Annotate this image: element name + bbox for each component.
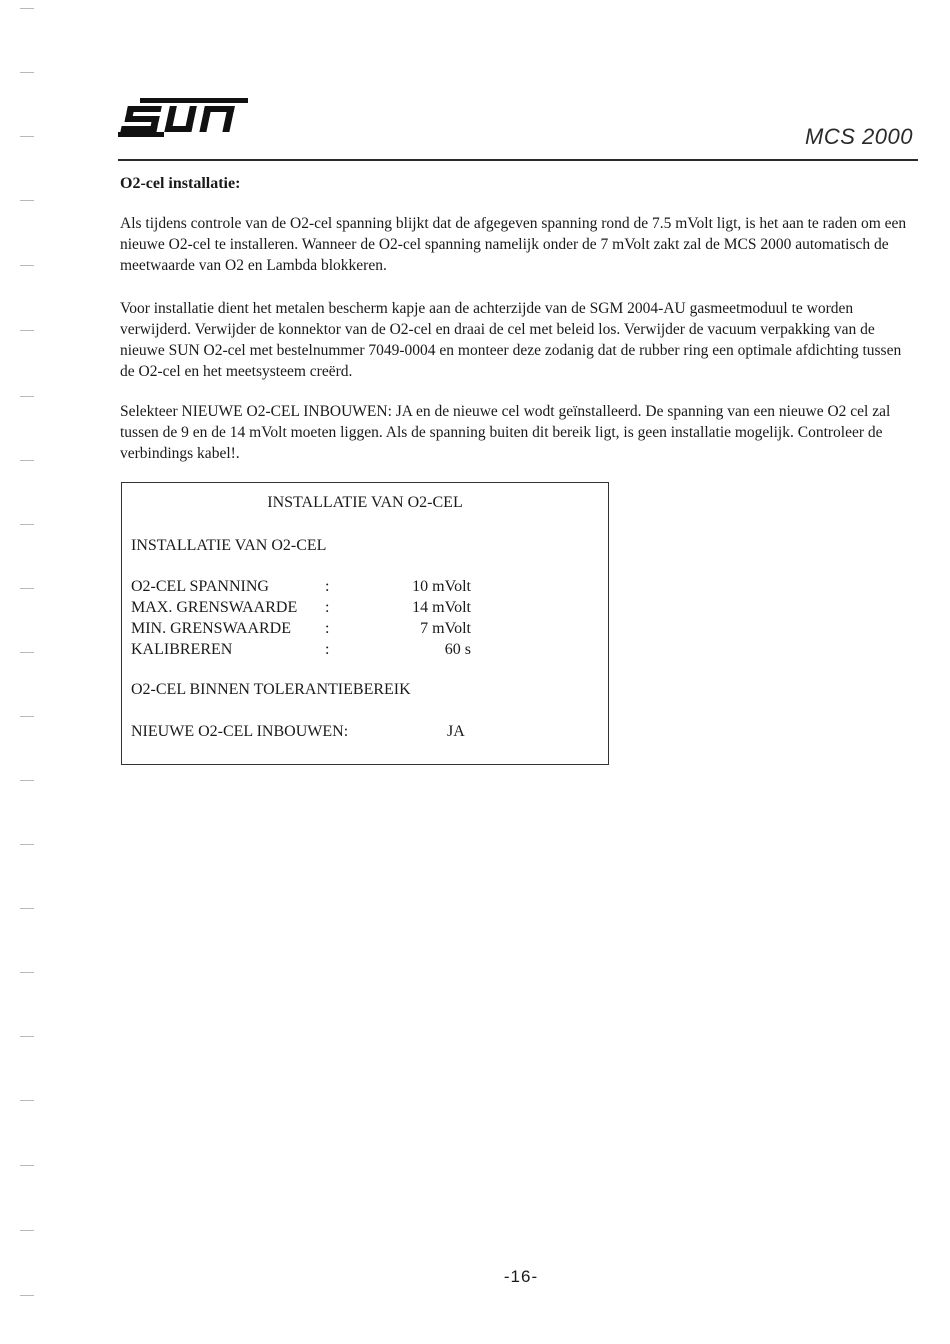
- screen-row: [131, 599, 601, 619]
- row-colon: :: [325, 578, 330, 595]
- row-label: MIN. GRENSWAARDE: [131, 620, 291, 637]
- row-value: 7 mVolt: [420, 620, 471, 637]
- row-value: 60 s: [444, 641, 471, 658]
- paragraph: Als tijdens controle van de O2-cel spanning blijkt dat de afgegeven spanning rond de 7.5 mVolt ligt, is het aan te raden om een nieuwe O2-cel te installeren. Wanneer de O2-cel spanning namelijk onder de 7 mVolt zakt zal de MCS 2000 automatisch de meetwaarde van O2 en Lambda blokkeren.: [120, 215, 907, 274]
- sun-logo-icon: [118, 96, 250, 138]
- header-divider: [118, 159, 918, 161]
- row-label: KALIBREREN: [131, 641, 233, 658]
- row-colon: :: [325, 599, 330, 616]
- screen-row: [131, 641, 601, 661]
- row-colon: :: [325, 620, 330, 637]
- screen-status: O2-CEL BINNEN TOLERANTIEBEREIK: [131, 681, 411, 698]
- screen-display-box: [121, 482, 609, 765]
- page-number: -16-: [503, 1267, 539, 1286]
- section-heading: O2-cel installatie:: [120, 175, 241, 192]
- row-value: 10 mVolt: [412, 578, 471, 595]
- row-value: 14 mVolt: [412, 599, 471, 616]
- binding-marks: [20, 0, 40, 1344]
- document-title: MCS 2000: [805, 124, 913, 149]
- row-colon: :: [325, 641, 330, 658]
- row-label: MAX. GRENSWAARDE: [131, 599, 298, 616]
- screen-title: INSTALLATIE VAN O2-CEL: [267, 494, 463, 511]
- paragraph: Voor installatie dient het metalen bescherm kapje aan de achterzijde van de SGM 2004-AU gasmeetmoduul te worden verwijderd. Verwijder de konnektor van de O2-cel en draai de cel met beleid los. Verwijder de vacuum verpakking van de nieuwe SUN O2-cel met bestelnummer 7049-0004 en monteer deze zodanig dat de rubber ring een optimale afdichting tussen de O2-cel en het meetsysteem creërd.: [120, 300, 902, 380]
- screen-subtitle: INSTALLATIE VAN O2-CEL: [131, 537, 327, 554]
- screen-prompt-value: JA: [447, 723, 465, 740]
- screen-row: [131, 578, 601, 598]
- screen-row: [131, 620, 601, 640]
- screen-prompt-label: NIEUWE O2-CEL INBOUWEN:: [131, 723, 349, 740]
- row-label: O2-CEL SPANNING: [131, 578, 269, 595]
- paragraph: Selekteer NIEUWE O2-CEL INBOUWEN: JA en de nieuwe cel wodt geïnstalleerd. De spanning van een nieuwe O2 cel zal tussen de 9 en de 14 mVolt moeten liggen. Als de spanning buiten dit bereik ligt, is geen installatie mogelijk. Controleer de verbindings kabel!.: [120, 403, 891, 462]
